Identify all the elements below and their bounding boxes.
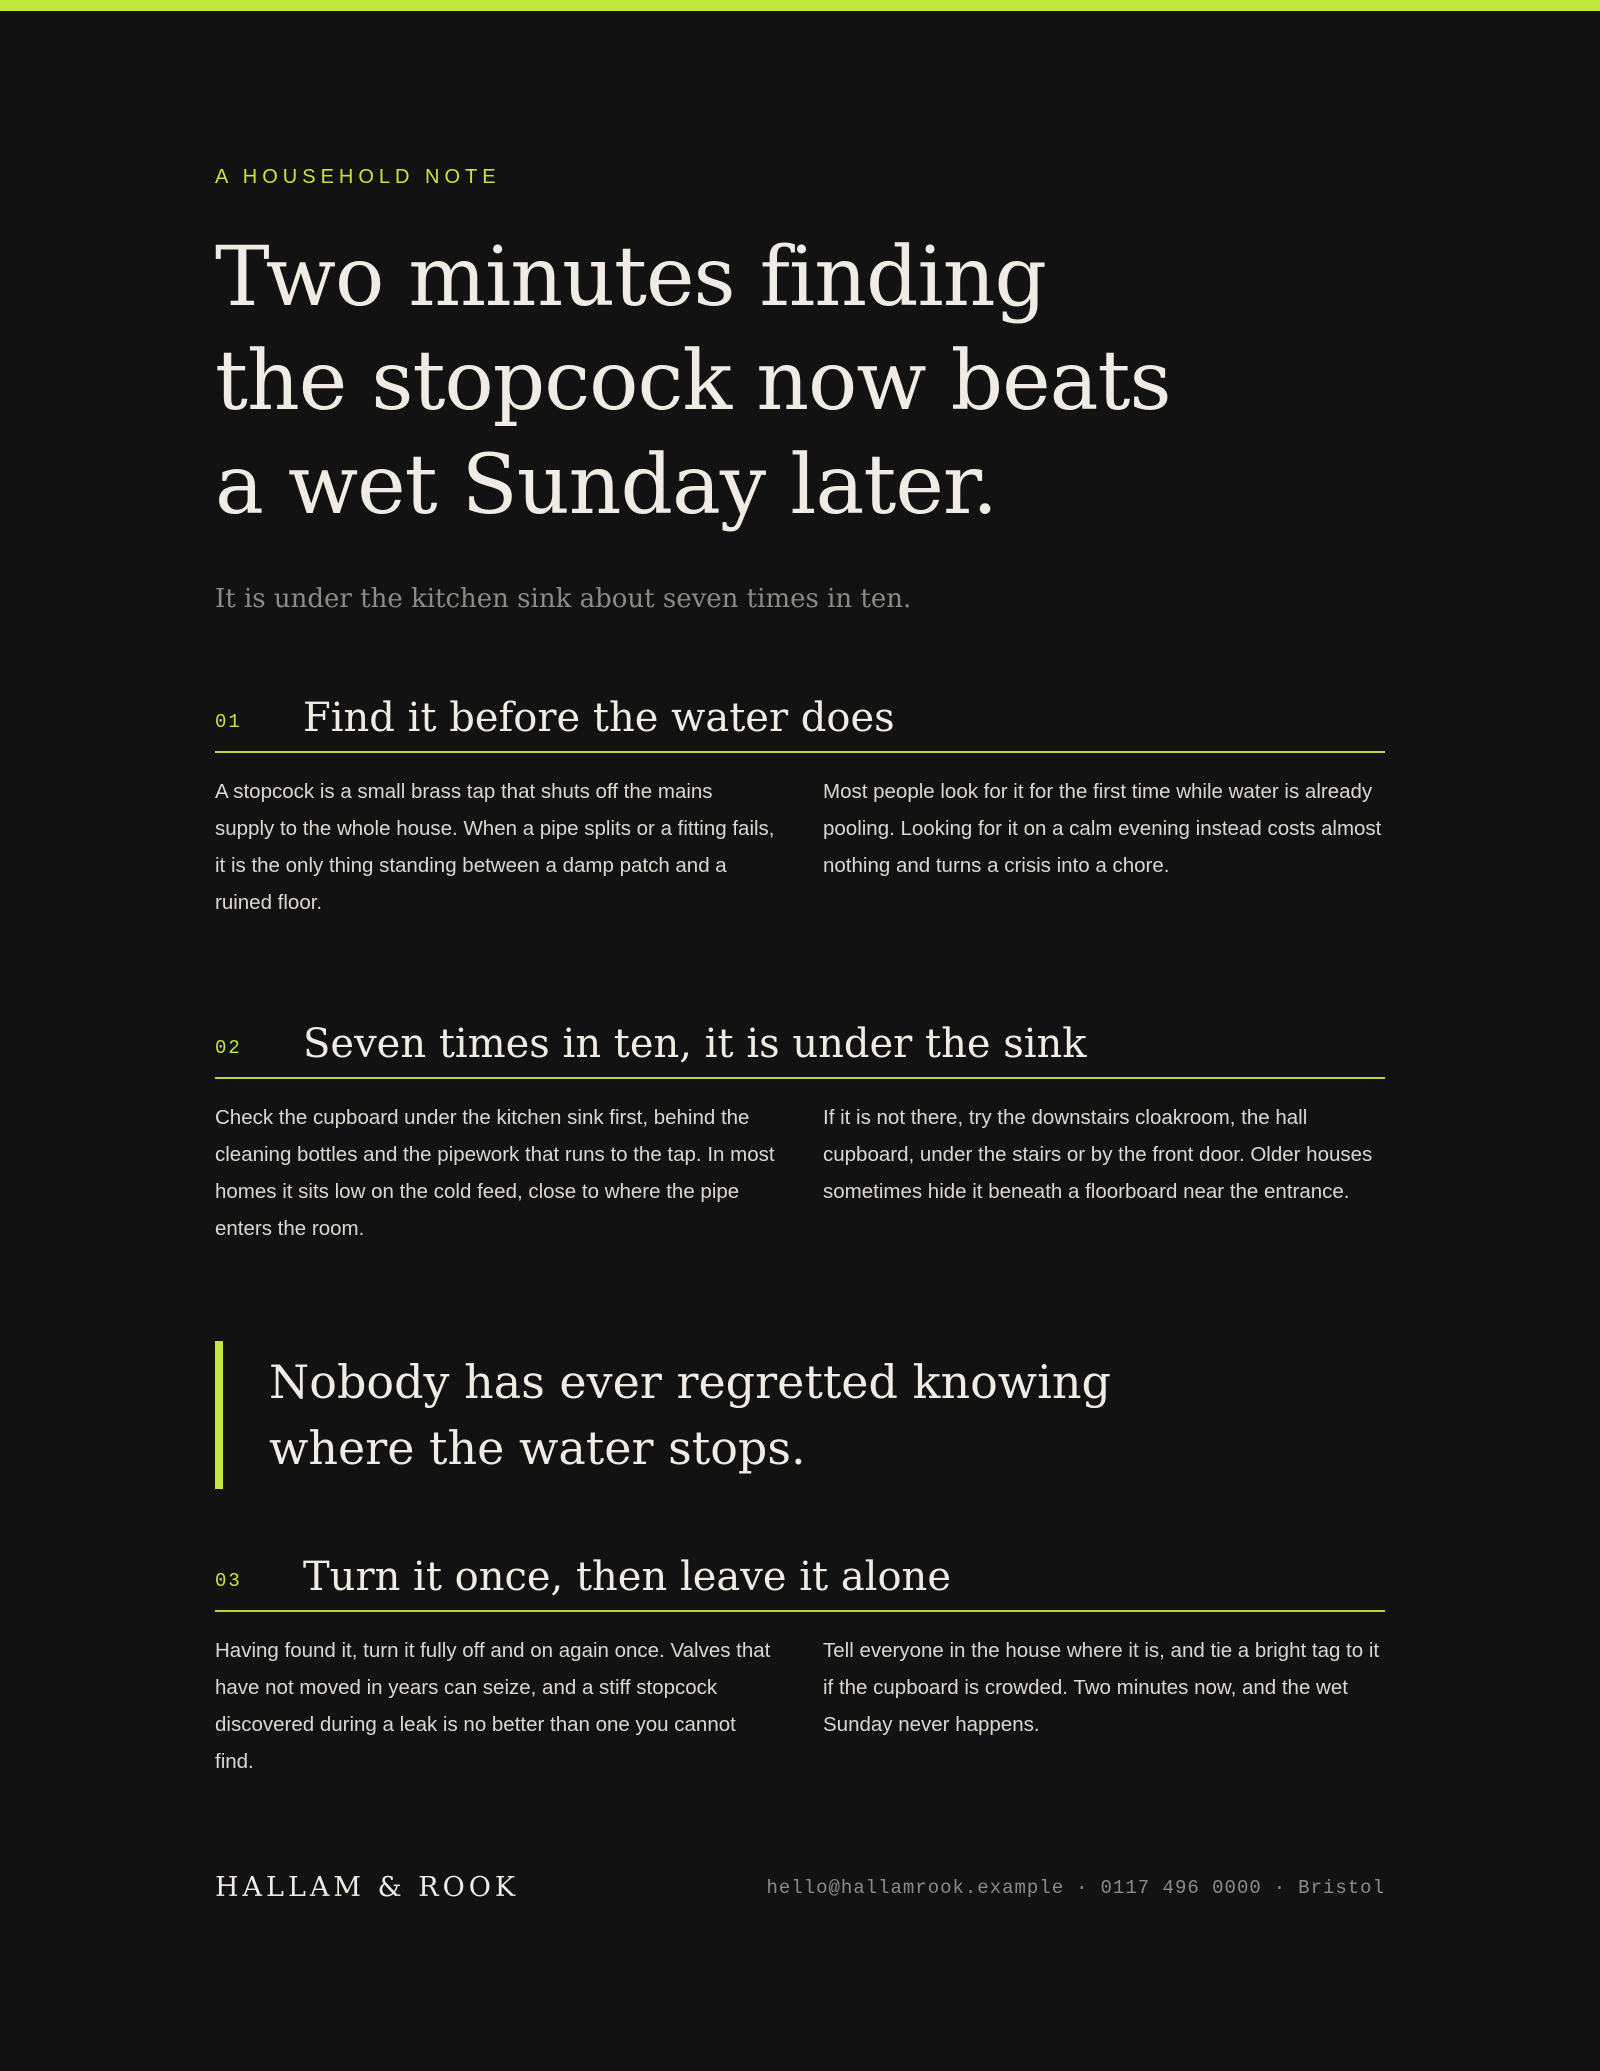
section-header [215,681,1385,753]
email-link[interactable]: hello@hallamrook.example [766,1877,1065,1899]
section-number: 02 [215,1037,242,1059]
section-paragraph-right: Most people look for it for the first time while water is already pooling. Looking for it on a calm evening instead costs almost nothing and turns a crisis into a chore. [823,780,1382,877]
footer-city: Bristol [1298,1877,1385,1899]
quote-line-2: where the water stops. [269,1421,806,1475]
section-body [215,1632,1385,1782]
pull-quote-text [269,1349,1111,1481]
section-paragraph-left: Check the cupboard under the kitchen sink first, behind the cleaning bottles and the pipework that runs to the tap. In most homes it sits low on the cold feed, close to where the pipe enters the room. [215,1106,775,1240]
section-number: 03 [215,1570,242,1592]
section-title: Seven times in ten, it is under the sink [303,1021,1087,1067]
section-paragraph-right: If it is not there, try the downstairs cloakroom, the hall cupboard, under the stairs or by the front door. Older houses sometimes hide it beneath a floorboard near the entrance. [823,1106,1373,1203]
quote-line-1: Nobody has ever regretted knowing [269,1355,1111,1409]
section-turn-it-once [215,1540,1385,1782]
section-title: Find it before the water does [303,695,895,741]
section-title: Turn it once, then leave it alone [303,1554,951,1600]
footer-contact [766,1877,1385,1899]
eyebrow-label: A HOUSEHOLD NOTE [215,166,501,188]
brand-wordmark: HALLAM & ROOK [215,1872,520,1903]
top-accent-bar [0,0,1600,11]
page-subtitle: It is under the kitchen sink about seven times in ten. [215,584,912,614]
section-header [215,1540,1385,1612]
section-body [215,1099,1385,1249]
section-body [215,773,1385,923]
headline-line-3: a wet Sunday later. [215,438,998,533]
section-paragraph-right: Tell everyone in the house where it is, and tie a bright tag to it if the cupboard is crowded. Two minutes now, and the wet Sunday never happens. [823,1639,1380,1736]
section-header [215,1007,1385,1079]
section-under-the-sink [215,1007,1385,1249]
separator-dot: · [1273,1877,1287,1899]
separator-dot: · [1076,1877,1089,1899]
section-find-it [215,681,1385,923]
section-paragraph-left: A stopcock is a small brass tap that shuts off the mains supply to the whole house. When a pipe splits or a fitting fails, it is the only thing standing between a damp patch and a ruined floor. [215,780,775,914]
phone-link[interactable]: 0117 496 0000 [1100,1877,1262,1899]
page-headline [215,226,1215,538]
headline-line-2: the stopcock now beats [215,334,1171,429]
headline-line-1: Two minutes finding [215,230,1047,325]
section-number: 01 [215,711,242,733]
section-paragraph-left: Having found it, turn it fully off and on again once. Valves that have not moved in years can seize, and a stiff stopcock discovered during a leak is no better than one you cannot find. [215,1639,771,1773]
pull-quote [215,1341,1223,1489]
